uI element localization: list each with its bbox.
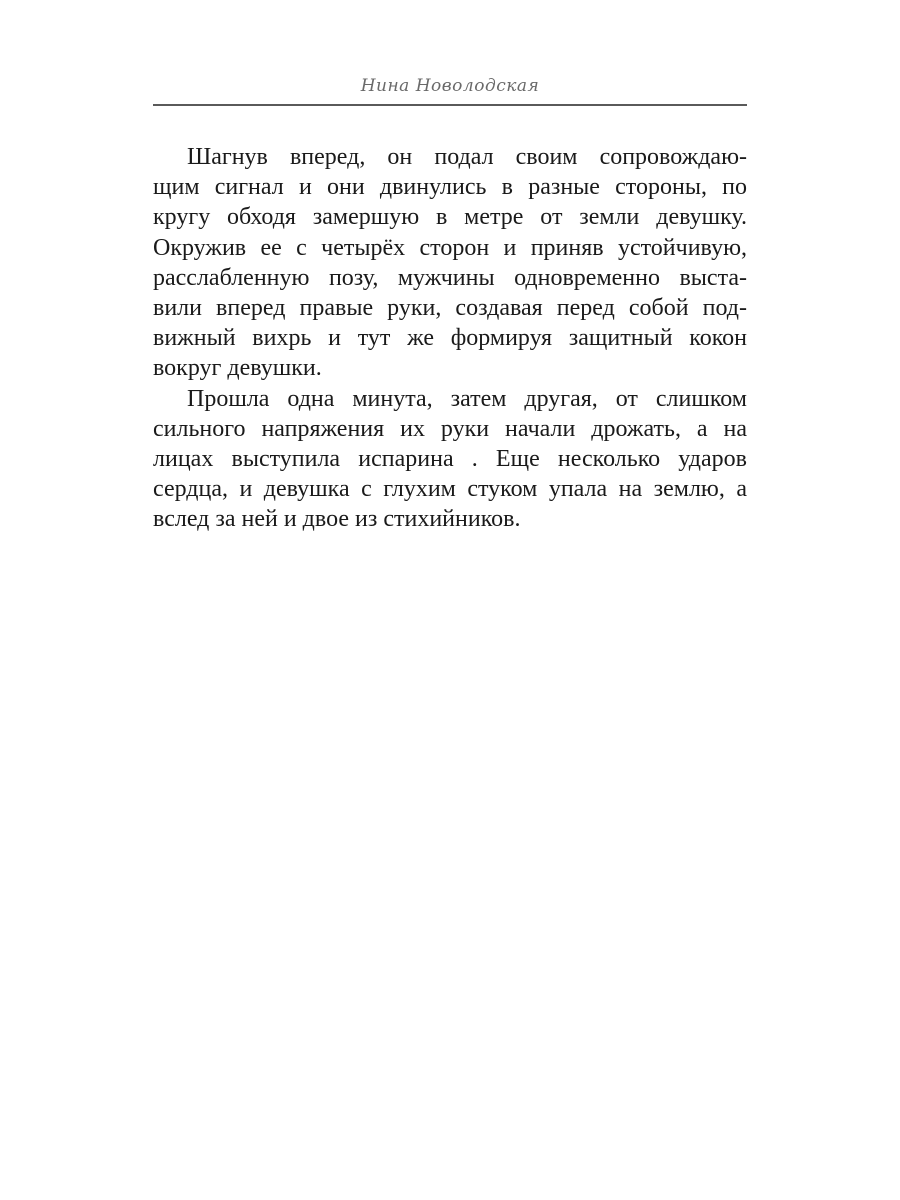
text-line: Окружив ее с четырёх сторон и приняв устойчивую, <box>153 234 747 261</box>
author-name: Нина Новолодская <box>360 76 540 96</box>
text-line: лицах выступила испарина . Еще несколько ударов <box>153 445 747 472</box>
text-line: щим сигнал и они двинулись в разные стороны, по <box>153 174 747 201</box>
text-line: сильного напряжения их руки начали дрожать, а на <box>153 415 747 442</box>
text-line: вокруг девушки. <box>153 355 322 382</box>
text-line: вили вперед правые руки, создавая перед собой под- <box>153 294 747 321</box>
paragraph-2 <box>153 384 747 535</box>
text-line: вижный вихрь и тут же формируя защитный кокон <box>153 325 747 352</box>
text-line: Шагнув вперед, он подал своим сопровождаю- <box>187 144 747 170</box>
text-line: Прошла одна минута, затем другая, от слишком <box>187 385 747 412</box>
running-head <box>153 70 747 106</box>
text-line: вслед за ней и двое из стихийников. <box>153 506 521 533</box>
paragraph-1 <box>153 142 747 384</box>
body-text <box>153 142 747 534</box>
text-line: расслабленную позу, мужчины одновременно выста- <box>153 264 747 291</box>
text-line: сердца, и девушка с глухим стуком упала на землю, а <box>153 476 747 503</box>
text-line: кругу обходя замершую в метре от земли девушку. <box>153 204 747 231</box>
